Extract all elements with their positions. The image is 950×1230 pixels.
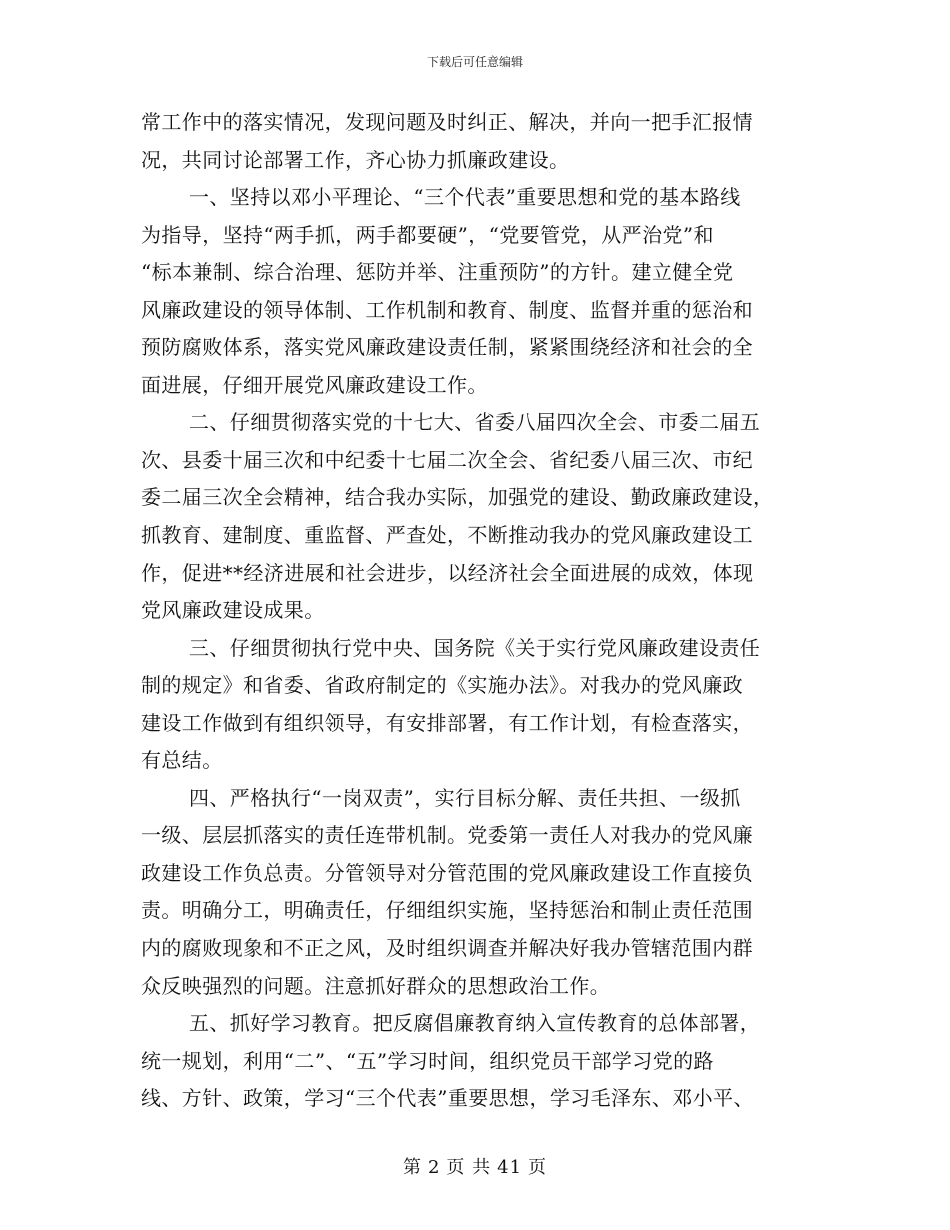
footer-middle: 页 共 [446, 1157, 492, 1178]
text-line: 为指导，坚持“两手抓，两手都要硬”，“党要管党，从严治党”和 [141, 222, 714, 247]
text-line: 责。明确分工，明确责任，仔细组织实施，坚持惩治和制止责任范围 [141, 898, 753, 923]
footer-page-number: 2 [427, 1157, 441, 1178]
text-line: “标本兼制、综合治理、惩防并举、注重预防”的方针。建立健全党 [141, 260, 734, 285]
text-line: 预防腐败体系，落实党风廉政建设责任制，紧紧围绕经济和社会的全 [141, 335, 753, 360]
paragraph-first-line: 二、仔细贯彻落实党的十七大、省委八届四次全会、市委二届五 [189, 410, 761, 435]
text-line: 党风廉政建设成果。 [141, 598, 325, 623]
text-line: 内的腐败现象和不正之风，及时组织调查并解决好我办管辖范围内群 [141, 936, 753, 961]
text-line: 制的规定》和省委、省政府制定的《实施办法》。对我办的党风廉政 [141, 673, 743, 698]
text-line: 抓教育、建制度、重监督、严查处，不断推动我办的党风廉政建设工 [141, 523, 753, 548]
footer-suffix: 页 [528, 1157, 548, 1178]
footer-prefix: 第 [402, 1157, 422, 1178]
footer-total-pages: 41 [497, 1157, 523, 1178]
page-header: 下载后可任意编辑 [426, 55, 523, 69]
text-line: 面进展，仔细开展党风廉政建设工作。 [141, 372, 488, 397]
text-line: 政建设工作负总责。分管领导对分管范围的党风廉政建设工作直接负 [141, 860, 753, 885]
paragraph-first-line: 三、仔细贯彻执行党中央、国务院《关于实行党风廉政建设责任 [189, 635, 761, 660]
paragraph-first-line: 五、抓好学习教育。把反腐倡廉教育纳入宣传教育的总体部署， [189, 1011, 761, 1036]
text-line: 风廉政建设的领导体制、工作机制和教育、制度、监督并重的惩治和 [141, 297, 753, 322]
text-line: 有总结。 [141, 748, 223, 773]
text-line: 次、县委十届三次和中纪委十七届二次全会、省纪委八届三次、市纪 [141, 447, 753, 472]
paragraph-first-line: 四、严格执行“一岗双责”，实行目标分解、责任共担、一级抓 [189, 785, 741, 810]
text-line: 作，促进**经济进展和社会进步，以经济社会全面进展的成效，体现 [141, 560, 754, 585]
page-footer [0, 1153, 950, 1179]
text-line: 常工作中的落实情况，发现问题及时纠正、解决，并向一把手汇报情 [141, 110, 753, 134]
paragraph-first-line: 一、坚持以邓小平理论、“三个代表”重要思想和党的基本路线 [189, 185, 741, 210]
text-line: 统一规划，利用“二”、“五”学习时间，组织党员干部学习党的路 [141, 1048, 714, 1073]
text-line: 一级、层层抓落实的责任连带机制。党委第一责任人对我办的党风廉 [141, 823, 753, 848]
document-body [141, 104, 817, 1118]
text-line: 况，共同讨论部署工作，齐心协力抓廉政建设。 [141, 147, 570, 172]
text-line: 众反映强烈的问题。注意抓好群众的思想政治工作。 [141, 973, 611, 998]
text-line: 委二届三次全会精神，结合我办实际，加强党的建设、勤政廉政建设， [141, 485, 774, 510]
text-line: 建设工作做到有组织领导，有安排部署，有工作计划，有检查落实， [141, 710, 753, 735]
text-line: 线、方针、政策，学习“三个代表”重要思想，学习毛泽东、邓小平、 [141, 1086, 754, 1111]
